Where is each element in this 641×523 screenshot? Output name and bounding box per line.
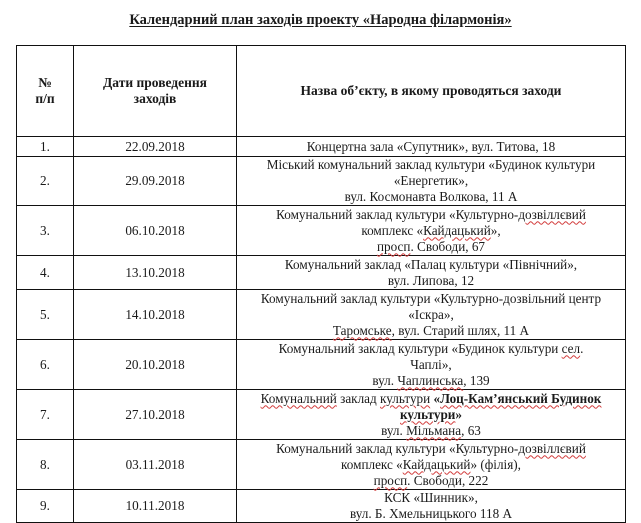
header-number: № п/п bbox=[17, 46, 74, 137]
row-venue: Міський комунальний заклад культури «Будинок культури «Енергетик», вул. Космонавта Волкова, 11 А bbox=[237, 157, 626, 206]
row-venue: Комунальний заклад культури «Культурно-дозвіллєвий комплекс «Кайдацький» (філія), просп. Свободи, 222 bbox=[237, 440, 626, 490]
table-row bbox=[17, 206, 626, 256]
row-number: 3. bbox=[17, 206, 74, 256]
row-number: 1. bbox=[17, 137, 74, 157]
row-date: 13.10.2018 bbox=[74, 256, 237, 290]
row-date: 20.10.2018 bbox=[74, 340, 237, 390]
header-venue: Назва об’єкту, в якому проводяться заходи bbox=[237, 46, 626, 137]
row-date: 22.09.2018 bbox=[74, 137, 237, 157]
row-date: 27.10.2018 bbox=[74, 390, 237, 440]
row-venue: Комунальний заклад «Палац культури «Північний», вул. Липова, 12 bbox=[237, 256, 626, 290]
table-header-row bbox=[17, 46, 626, 137]
row-number: 6. bbox=[17, 340, 74, 390]
table-row bbox=[17, 340, 626, 390]
row-date: 14.10.2018 bbox=[74, 290, 237, 340]
row-venue: Комунальний заклад культури «Лоц-Кам’янський Будинок культури» вул. Мільмана, 63 bbox=[237, 390, 626, 440]
document-title: Календарний план заходів проекту «Народна філармонія» bbox=[129, 12, 512, 28]
row-number: 5. bbox=[17, 290, 74, 340]
row-number: 4. bbox=[17, 256, 74, 290]
row-number: 9. bbox=[17, 490, 74, 523]
row-venue: КСК «Шинник», вул. Б. Хмельницького 118 А bbox=[237, 490, 626, 523]
table-row bbox=[17, 256, 626, 290]
table-row bbox=[17, 440, 626, 490]
row-date: 06.10.2018 bbox=[74, 206, 237, 256]
row-number: 7. bbox=[17, 390, 74, 440]
row-venue: Комунальний заклад культури «Будинок культури сел. Чаплі», вул. Чаплинська, 139 bbox=[237, 340, 626, 390]
row-date: 10.11.2018 bbox=[74, 490, 237, 523]
table-row bbox=[17, 137, 626, 157]
row-number: 8. bbox=[17, 440, 74, 490]
row-venue: Комунальний заклад культури «Культурно-дозвіллєвий комплекс «Кайдацький», просп. Свободи, 67 bbox=[237, 206, 626, 256]
table-row bbox=[17, 290, 626, 340]
row-date: 03.11.2018 bbox=[74, 440, 237, 490]
row-venue: Комунальний заклад культури «Культурно-дозвільний центр «Іскра», Таромське, вул. Старий шлях, 11 А bbox=[237, 290, 626, 340]
row-date: 29.09.2018 bbox=[74, 157, 237, 206]
row-venue: Концертна зала «Супутник», вул. Титова, 18 bbox=[237, 137, 626, 157]
row-number: 2. bbox=[17, 157, 74, 206]
events-schedule-table bbox=[16, 45, 626, 523]
table-row bbox=[17, 390, 626, 440]
header-dates: Дати проведення заходів bbox=[74, 46, 237, 137]
table-row bbox=[17, 157, 626, 206]
